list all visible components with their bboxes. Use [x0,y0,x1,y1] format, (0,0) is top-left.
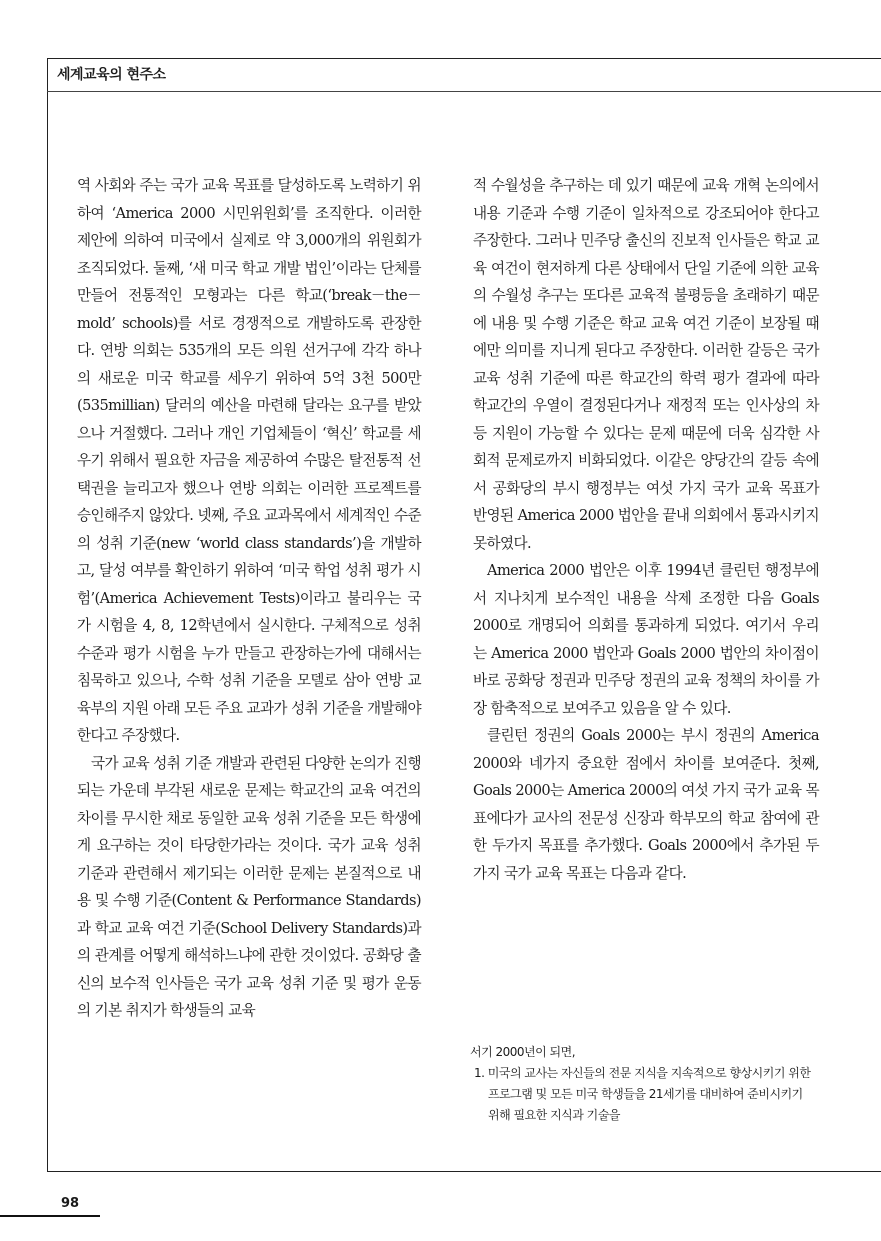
running-header-title: 세계교육의 현주소 [57,67,166,83]
top-border-rule [47,58,881,59]
bottom-border-rule [47,1171,881,1172]
left-paragraph-2: 국가 교육 성취 기준 개발과 관련된 다양한 논의가 진행되는 가운데 부각된 새로운 문제는 학교간의 교육 여건의 차이를 무시한 채로 동일한 교육 성취 기준을 모든 학생에게 요구하는 것이 타당한가라는 것이다. 국가 교육 성취 기준과 관련해서 제기되는 이러한 문제는 본질적으로 내용 및 수행 기준(Content & Performance Standards)과 학교 교육 여건 기준(School Delivery Standards)과의 관계를 어떻게 해석하느냐에 관한 것이었다. 공화당 출신의 보수적 인사들은 국가 교육 성취 기준 및 평가 운동의 기본 취지가 학생들의 교육 [77,754,421,1019]
page-number-underline [0,1215,100,1217]
right-paragraph-2: America 2000 법안은 이후 1994년 클린턴 행정부에서 지나치게 보수적인 내용을 삭제 조정한 다음 Goals 2000로 개명되어 의회를 통과하게 되었다. 여기서 우리는 America 2000 법안과 Goals 2000 법안의 차이점이 바로 공화당 정권과 민주당 정권의 교육 정책의 차이를 가장 함축적으로 보여주고 있음을 알 수 있다. [473,562,819,717]
left-text-column [77,172,421,1025]
header-divider [47,91,881,92]
right-paragraph-1: 적 수월성을 추구하는 데 있기 때문에 교육 개혁 논의에서 내용 기준과 수행 기준이 일차적으로 강조되어야 한다고 주장한다. 그러나 민주당 출신의 진보적 인사들은 학교 교육 여건이 현저하게 다른 상태에서 단일 기준에 의한 교육의 수월성 추구는 또다른 교육적 불평등을 초래하기 때문에 내용 및 수행 기준은 학교 교육 여건 기준이 보장될 때에만 의미를 지니게 된다고 주장한다. 이러한 갈등은 국가 교육 성취 기준에 따른 학교간의 학력 평가 결과에 따라 학교간의 우열이 결정된다거나 재정적 또는 인사상의 차등 지원이 가능할 수 있다는 문제 때문에 더욱 심각한 사회적 문제로까지 비화되었다. 이같은 양당간의 갈등 속에서 공화당의 부시 행정부는 여섯 가지 국가 교육 목표가 반영된 America 2000 법안을 끝내 의회에서 통과시키지 못하였다. [473,177,819,552]
page-number: 98 [61,1196,80,1211]
left-paragraph-1: 역 사회와 주는 국가 교육 목표를 달성하도록 노력하기 위하여 ‘America 2000 시민위원회’를 조직한다. 이러한 제안에 의하여 미국에서 실제로 약 3,000개의 위원회가 조직되었다. 둘째, ‘새 미국 학교 개발 법인’이라는 단체를 만들어 전통적인 모형과는 다른 학교(‘break－the－mold’ schools)를 서로 경쟁적으로 개발하도록 관장한다. 연방 의회는 535개의 모든 의원 선거구에 각각 하나의 새로운 미국 학교를 세우기 위하여 5억 3천 500만(535millian) 달러의 예산을 마련해 달라는 요구를 받았으나 거절했다. 그러나 개인 기업체들이 ‘혁신’ 학교를 세우기 위해서 필요한 자금을 제공하여 수많은 탈전통적 선택권을 늘리고자 했으나 연방 의회는 이러한 프로젝트를 승인해주지 않았다. 넷째, 주요 교과목에서 세계적인 수준의 성취 기준(new ‘world class standards’)을 개발하고, 달성 여부를 확인하기 위하여 ‘미국 학업 성취 평가 시험’(America Achievement Tests)이라고 불리우는 국가 시험을 4, 8, 12학년에서 실시한다. 구체적으로 성취 수준과 평가 시험을 누가 만들고 관장하는가에 대해서는 침묵하고 있으나, 수학 성취 기준을 모델로 삼아 연방 교육부의 지원 아래 모든 주요 교과가 성취 기준을 개발해야 한다고 주장했다. [77,177,421,744]
right-text-column [473,172,819,887]
left-border-rule [47,58,48,1172]
quote-item-1: 1. 미국의 교사는 자신들의 전문 지식을 지속적으로 향상시키기 위한 프로그램 및 모든 미국 학생들을 21세기를 대비하여 준비시키기 위해 필요한 지식과 기술을 [474,1066,811,1122]
goals-quote-block [470,1042,815,1126]
right-paragraph-3: 클린턴 정권의 Goals 2000는 부시 정권의 America 2000와 네가지 중요한 점에서 차이를 보여준다. 첫째, Goals 2000는 America 2000의 여섯 가지 국가 교육 목표에다가 교사의 전문성 신장과 학부모의 학교 참여에 관한 두가지 목표를 추가했다. Goals 2000에서 추가된 두가지 국가 교육 목표는 다음과 같다. [473,727,819,882]
quote-intro: 서기 2000년이 되면, [470,1045,576,1059]
